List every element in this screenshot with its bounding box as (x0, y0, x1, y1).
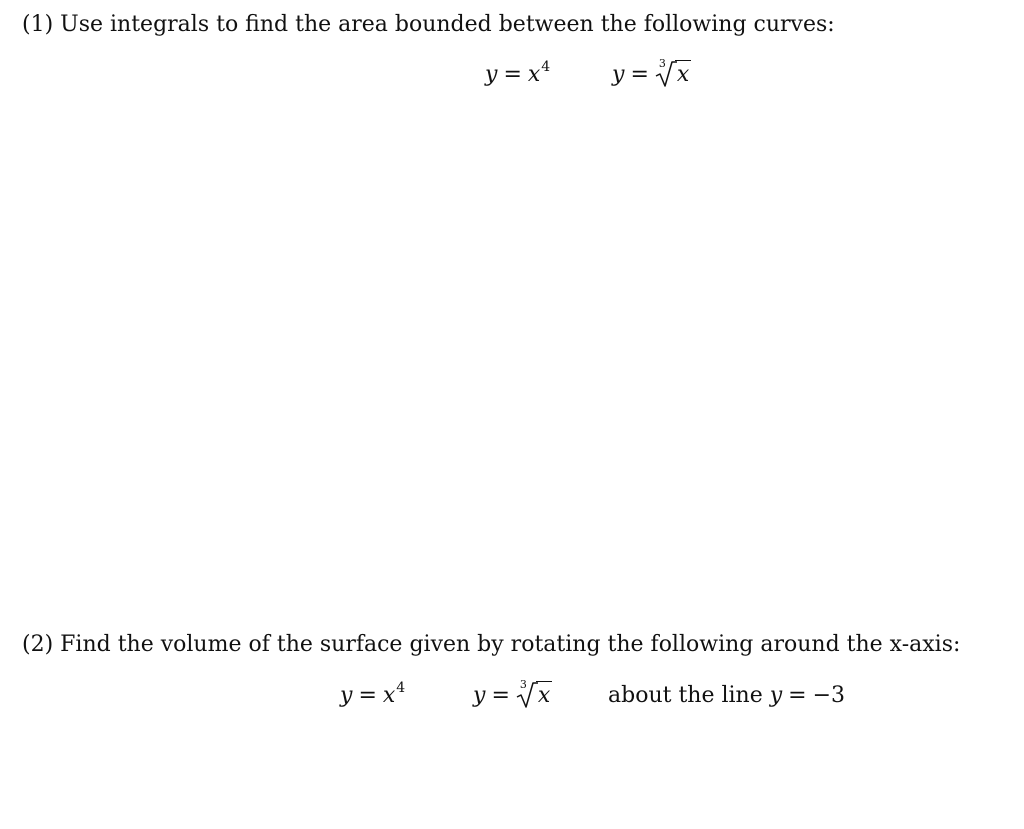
problem-2-equation-cube-root (473, 678, 552, 708)
radicand: x (537, 683, 551, 708)
equation-lhs: y (612, 62, 625, 87)
cube-root (516, 678, 552, 708)
problem-2-title: (2) Find the volume of the surface given by rotating the following around the x-axis: (22, 632, 961, 657)
equation-base: x (527, 62, 541, 87)
problem-1-equation-cube-root (612, 57, 691, 87)
problem-2-equation-power (340, 680, 406, 708)
equals-sign: = (503, 62, 522, 87)
about-line-variable: y (769, 683, 783, 708)
about-line-value: −3 (812, 683, 846, 708)
about-line-text: about the line (608, 683, 763, 708)
cube-root (655, 57, 691, 87)
equals-sign: = (358, 683, 377, 708)
equation-exponent: 4 (396, 680, 406, 696)
root-index: 3 (658, 57, 666, 70)
equation-lhs: y (473, 683, 486, 708)
radicand: x (676, 62, 690, 87)
equals-sign: = (491, 683, 510, 708)
equation-base: x (382, 683, 396, 708)
equals-sign: = (630, 62, 649, 87)
problem-1-title: (1) Use integrals to find the area bounded between the following curves: (22, 12, 835, 37)
equation-exponent: 4 (541, 59, 551, 75)
equals-sign: = (788, 683, 807, 708)
equation-lhs: y (485, 62, 498, 87)
equation-lhs: y (340, 683, 353, 708)
problem-2-rotation-line (608, 685, 845, 707)
problem-1-equation-power (485, 59, 551, 87)
root-index: 3 (519, 678, 527, 691)
